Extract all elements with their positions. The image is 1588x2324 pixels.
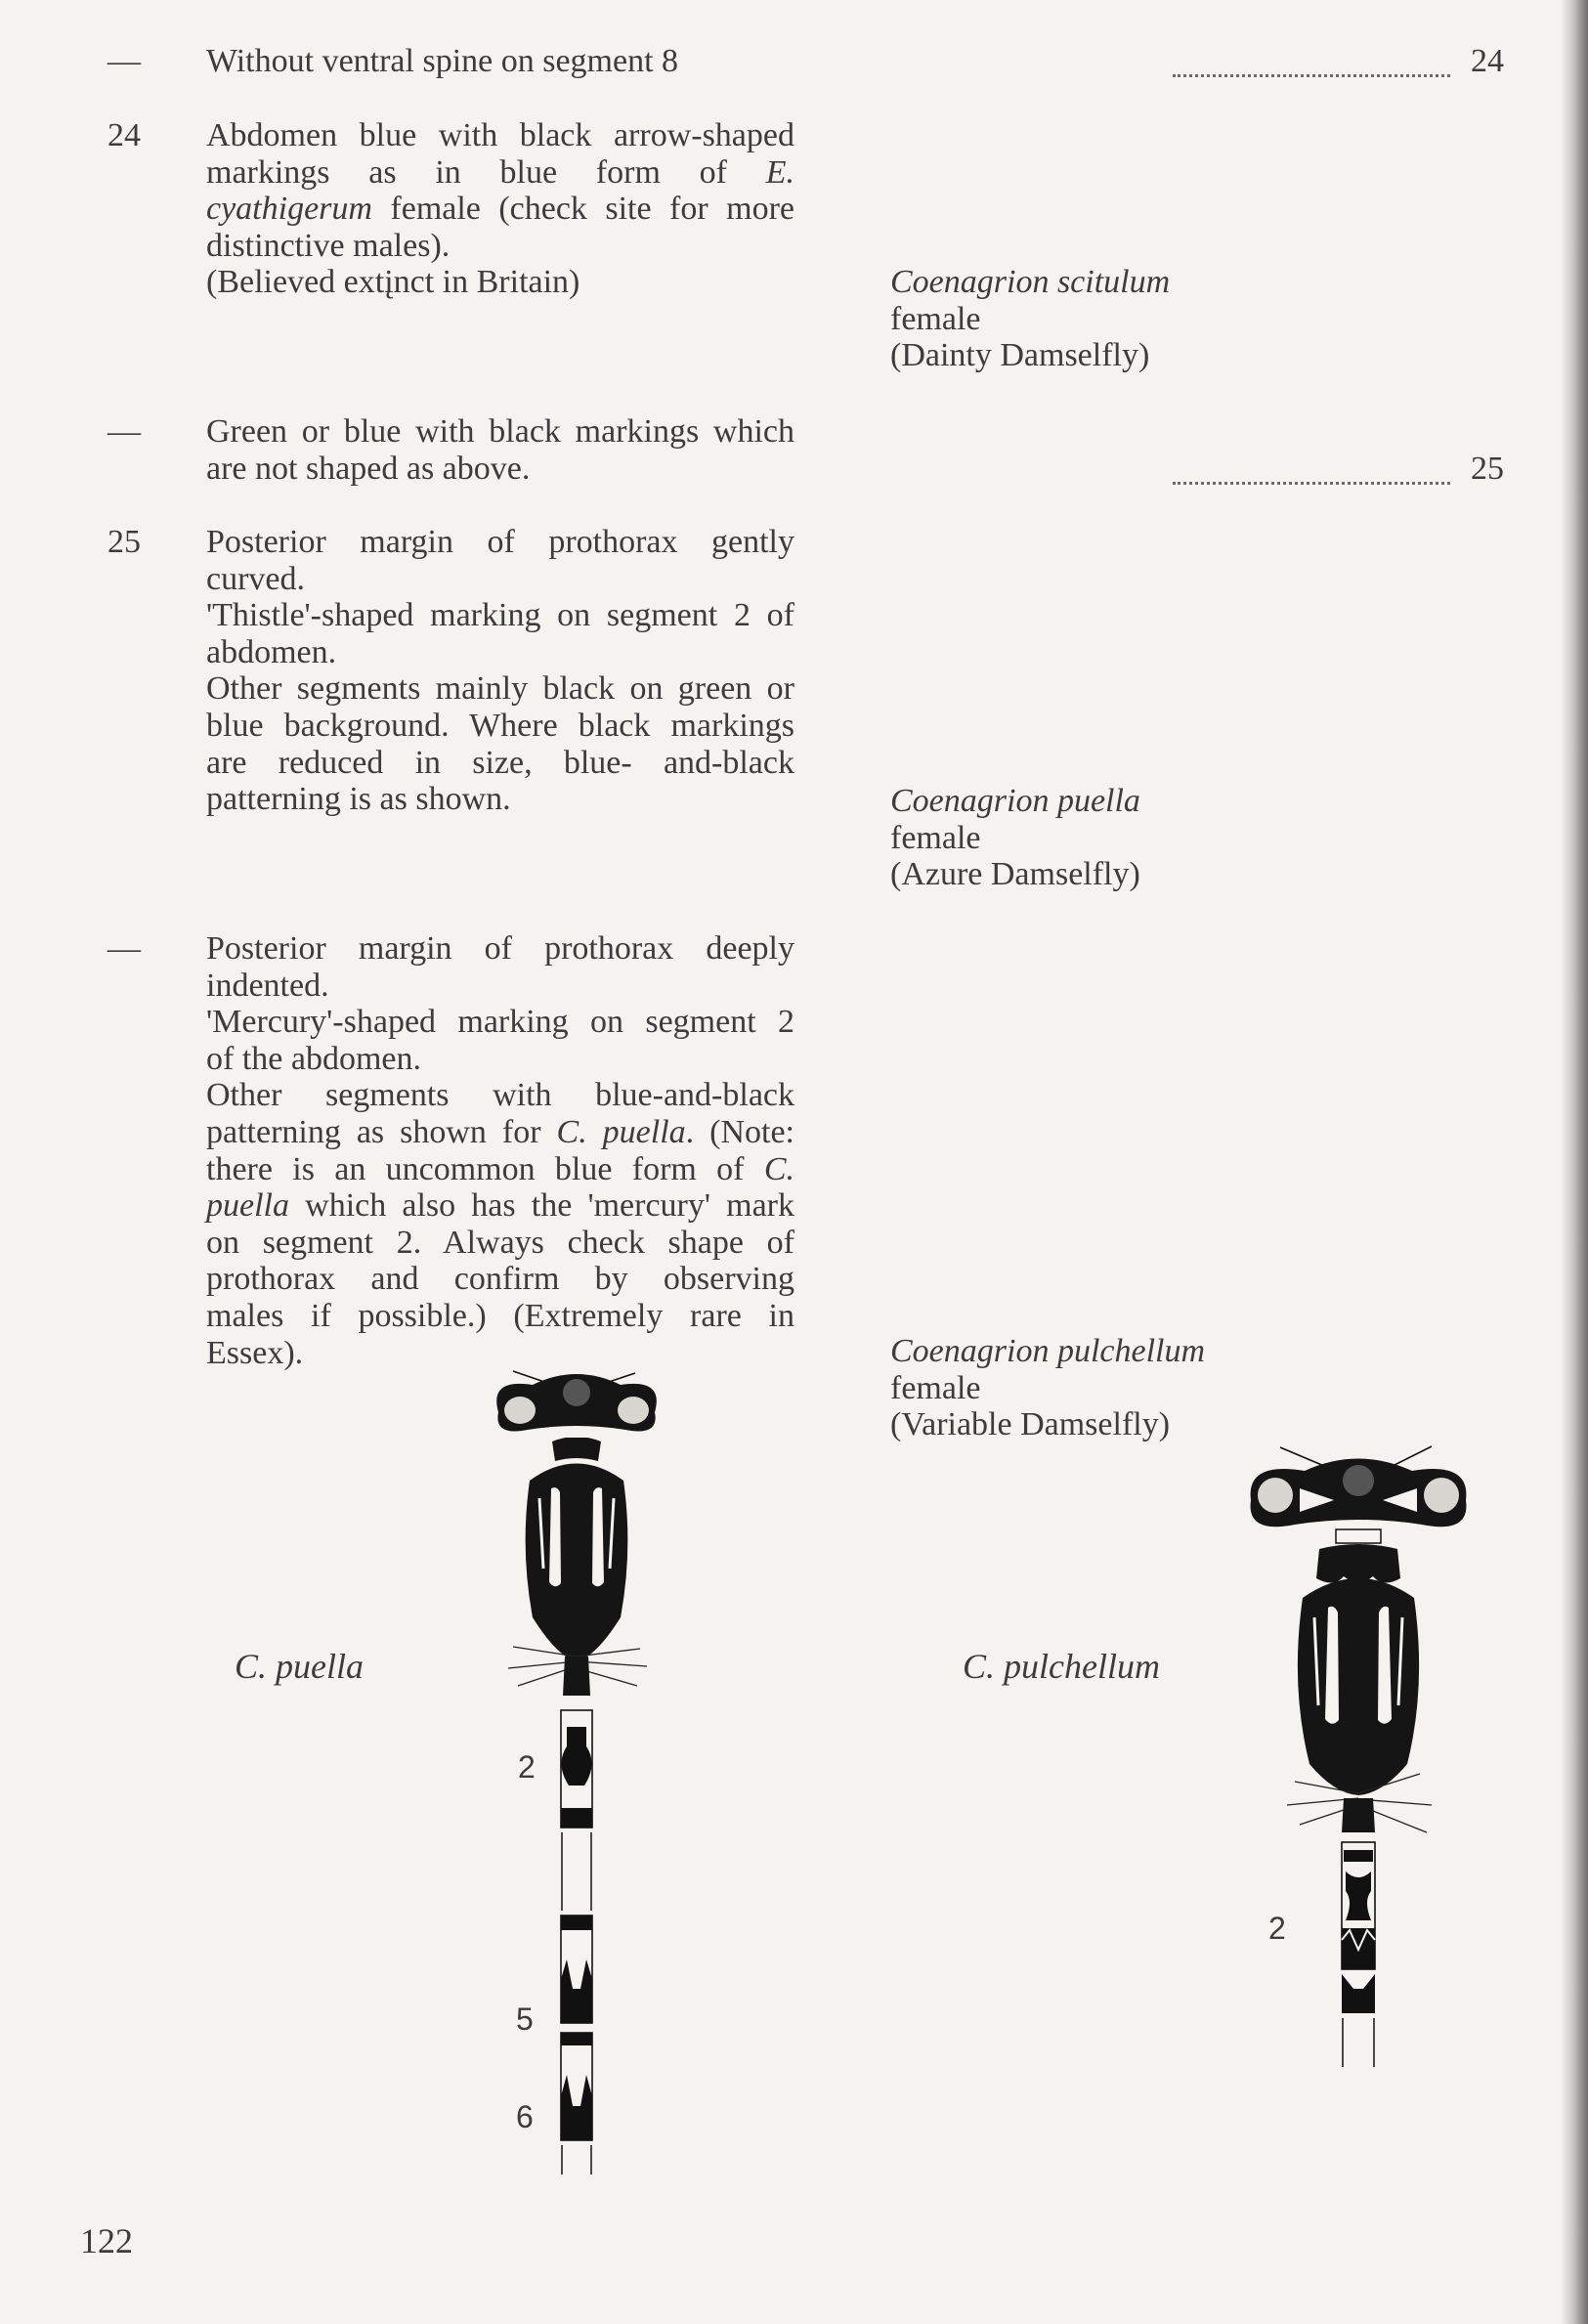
puella-damselfly-illustration bbox=[459, 1363, 694, 2179]
figure-caption-pulchellum: C. pulchellum bbox=[963, 1647, 1160, 1686]
description-line: Abdomen blue with black arrow-shaped bbox=[206, 117, 794, 153]
page-number: 122 bbox=[80, 2221, 133, 2260]
description-line: Posterior margin of prothorax deeply bbox=[206, 930, 794, 967]
description-line: 'Thistle'-shaped marking on segment 2 of bbox=[206, 597, 794, 634]
description-line: Other segments with blue-and-black bbox=[206, 1077, 794, 1114]
species-name: Coenagrion pulchellum bbox=[890, 1333, 1206, 1369]
description-line: on segment 2. Always check shape of bbox=[206, 1224, 794, 1261]
description-line: prothorax and confirm by observing bbox=[206, 1261, 794, 1298]
description-line: Other segments mainly black on green or bbox=[206, 670, 794, 708]
couplet-description bbox=[206, 117, 794, 301]
couplet-marker: — bbox=[107, 43, 141, 79]
description-line: Essex). bbox=[206, 1334, 304, 1371]
description-line: blue background. Where black markings bbox=[206, 707, 794, 744]
couplet-marker: — bbox=[107, 413, 141, 450]
couplet-number: 24 bbox=[107, 117, 141, 153]
description-line: (Believed extįnct in Britain) bbox=[206, 264, 580, 301]
description-line: abdomen. bbox=[206, 633, 337, 670]
description-line: patterning is as shown. bbox=[206, 781, 511, 818]
description-line: Green or blue with black markings which bbox=[206, 413, 794, 450]
species-sex: female bbox=[890, 819, 981, 856]
segment-label-5: 5 bbox=[516, 2001, 534, 2037]
description-line: curved. bbox=[206, 560, 306, 597]
description-line: are not shaped as above. bbox=[206, 450, 531, 487]
description-line: are reduced in size, blue- and-black bbox=[206, 744, 794, 781]
description-line: distinctive males). bbox=[206, 227, 451, 264]
segment-label-2: 2 bbox=[518, 1749, 536, 1785]
couplet-number: 25 bbox=[107, 524, 141, 560]
description-line: indented. bbox=[206, 967, 329, 1004]
figure-caption-puella: C. puella bbox=[235, 1647, 364, 1686]
species-result bbox=[890, 783, 1140, 893]
description-line: cyathigerum female (check site for more bbox=[206, 191, 794, 228]
species-name: Coenagrion puella bbox=[890, 783, 1140, 819]
description-line: 'Mercury'-shaped marking on segment 2 bbox=[206, 1004, 794, 1041]
couplet-description bbox=[206, 43, 794, 80]
species-name: Coenagrion scitulum bbox=[890, 264, 1171, 300]
segment-label-2: 2 bbox=[1268, 1911, 1286, 1946]
description-line: Posterior margin of prothorax gently bbox=[206, 524, 794, 560]
leads-to-number: 24 bbox=[1471, 43, 1504, 79]
description-line: of the abdomen. bbox=[206, 1040, 421, 1077]
page-edge-shadow bbox=[1561, 0, 1588, 2324]
species-sex: female bbox=[890, 1369, 981, 1406]
couplet-description bbox=[206, 413, 794, 487]
description-line: males if possible.) (Extremely rare in bbox=[206, 1297, 794, 1334]
description-line: Without ventral spine on segment 8 bbox=[206, 43, 679, 79]
couplet-description bbox=[206, 524, 794, 818]
species-result bbox=[890, 1333, 1205, 1443]
couplet-marker: — bbox=[107, 930, 141, 967]
pulchellum-damselfly-illustration bbox=[1226, 1442, 1490, 2126]
species-result bbox=[890, 264, 1170, 374]
description-line: markings as in blue form of E. bbox=[206, 153, 794, 191]
description-line: patterning as shown for C. puella. (Note: bbox=[206, 1113, 794, 1150]
common-name: (Azure Damselfly) bbox=[890, 856, 1140, 893]
description-line: puella which also has the 'mercury' mark bbox=[206, 1187, 794, 1225]
couplet-description bbox=[206, 930, 794, 1371]
dot-leader bbox=[1173, 45, 1450, 77]
description-line: there is an uncommon blue form of C. bbox=[206, 1150, 794, 1187]
species-sex: female bbox=[890, 300, 981, 337]
dot-leader bbox=[1173, 452, 1450, 485]
leads-to-number: 25 bbox=[1471, 451, 1504, 487]
common-name: (Variable Damselfly) bbox=[890, 1406, 1171, 1443]
segment-label-6: 6 bbox=[516, 2099, 534, 2134]
common-name: (Dainty Damselfly) bbox=[890, 337, 1150, 374]
